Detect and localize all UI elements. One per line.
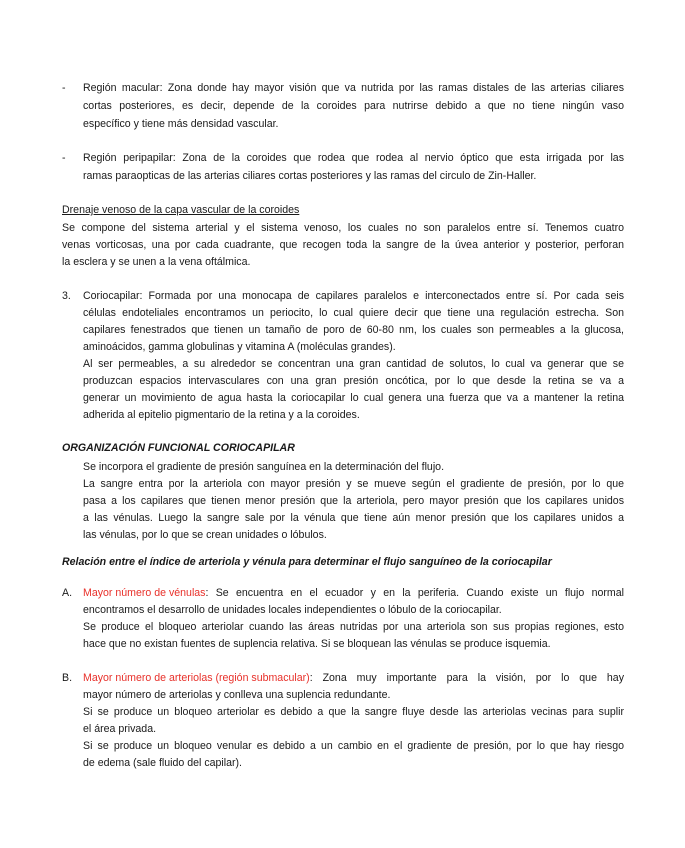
coriocapilar-line-8: adherida al epitelio pigmentario de la retina y a la coroides. [83, 409, 360, 421]
item-b-highlight: Mayor número de arteriolas (región submacular) [83, 672, 310, 684]
organizacion-line-4: a las vénulas. Luego la sangre sale por la vénula que tiene aún menor presión que los capilares unidos a [83, 512, 624, 524]
peripapilar-line-2: ramas paraopticas de las arterias ciliares cortas posteriores y las ramas del circulo de Zin-Haller. [83, 170, 537, 182]
organizacion-line-3: pasa a los capilares que tienen menor presión que la arteriola, pero mayor presión que los capilares unidos [83, 495, 624, 507]
item-b-line-3: Si se produce un bloqueo arteriolar es debido a que la sangre fluye desde las arteriolas vecinas para suplir [83, 706, 624, 718]
item-a-line-1 [83, 586, 624, 600]
bullet-marker: - [62, 82, 66, 94]
item-b-line-4: el área privada. [83, 723, 157, 735]
item-a-line-3: Se produce el bloqueo arteriolar cuando las áreas nutridas por una arteriola son sus propias regiones, esto [83, 621, 624, 633]
drenaje-line-2: venas vorticosas, una por cada cuadrante, que recogen toda la sangre de la úvea anterior y posterior, perforan [62, 239, 624, 251]
organizacion-line-2: La sangre entra por la arteriola con mayor presión y se mueve según el gradiente de presión, por lo que [83, 478, 624, 490]
item-b-line-1 [83, 671, 624, 685]
coriocapilar-line-5: Al ser permeables, a su alrededor se concentran una gran cantidad de solutos, lo cual va generar que se [83, 358, 624, 370]
coriocapilar-line-7: generar un movimiento de agua hasta la coriocapilar lo cual genera una fuerza que va a mantener la retina [83, 392, 624, 404]
organizacion-heading: ORGANIZACIÓN FUNCIONAL CORIOCAPILAR [62, 442, 295, 454]
item-a-first-rest: : Se encuentra en el ecuador y en la periferia. Cuando existe un flujo normal [205, 587, 624, 599]
drenaje-line-3: la esclera y se unen a la vena oftálmica. [62, 256, 251, 268]
drenaje-line-1: Se compone del sistema arterial y el sistema venoso, los cuales no son paralelos entre sí. Tenemos cuatro [62, 222, 624, 234]
coriocapilar-line-6: produzcan espacios intervasculares con una gran presión oncótica, por lo que desde la retina se va a [83, 375, 624, 387]
macular-line-1: Región macular: Zona donde hay mayor visión que va nutrida por las ramas distales de las arterias ciliares [83, 82, 624, 94]
item-marker-b: B. [62, 672, 73, 684]
relacion-heading: Relación entre el índice de arteriola y vénula para determinar el flujo sanguíneo de la coriocapilar [62, 556, 552, 568]
macular-line-2: cortas posteriores, es decir, depende de la coroides para nutrirse debido a que no tiene ningún vaso [83, 100, 624, 112]
coriocapilar-line-1: Coriocapilar: Formada por una monocapa de capilares paralelos e interconectados entre sí. Por cada seis [83, 290, 624, 302]
peripapilar-line-1: Región peripapilar: Zona de la coroides que rodea que rodea al nervio óptico que esta irrigada por las [83, 152, 624, 164]
item-number: 3. [62, 290, 71, 302]
item-marker-a: A. [62, 587, 73, 599]
item-b-line-6: de edema (sale fluido del capilar). [83, 757, 242, 769]
bullet-marker: - [62, 152, 66, 164]
item-a-highlight: Mayor número de vénulas [83, 587, 206, 599]
item-b-line-2: mayor número de arteriolas y conlleva una suplencia redundante. [83, 689, 391, 701]
drenaje-heading: Drenaje venoso de la capa vascular de la coroides [62, 204, 300, 216]
organizacion-line-5: las vénulas, por lo que se crean unidades o lóbulos. [83, 529, 327, 541]
coriocapilar-line-3: capilares fenestrados que tienen un tamaño de poro de 60-80 nm, los cuales son permeables a la glucosa, [83, 324, 624, 336]
coriocapilar-line-2: células endoteliales encontramos un periocito, lo cual quiere decir que tiene una regulación estrecha. Son [83, 307, 624, 319]
item-b-first-rest: : Zona muy importante para la visión, por lo que hay [309, 672, 624, 684]
item-b-line-5: Si se produce un bloqueo venular es debido a un cambio en el gradiente de presión, por lo que hay riesgo [83, 740, 624, 752]
organizacion-line-1: Se incorpora el gradiente de presión sanguínea en la determinación del flujo. [83, 461, 445, 473]
coriocapilar-line-4: aminoácidos, gamma globulinas y vitamina A (moléculas grandes). [83, 341, 396, 353]
item-a-line-4: hace que no existan fuentes de suplencia relativa. Si se bloquean las vénulas se produce isquemia. [83, 638, 551, 650]
macular-line-3: específico y tiene más densidad vascular. [83, 118, 279, 130]
item-a-line-2: encontramos el desarrollo de unidades locales independientes o lóbulo de la coriocapilar. [83, 604, 502, 616]
